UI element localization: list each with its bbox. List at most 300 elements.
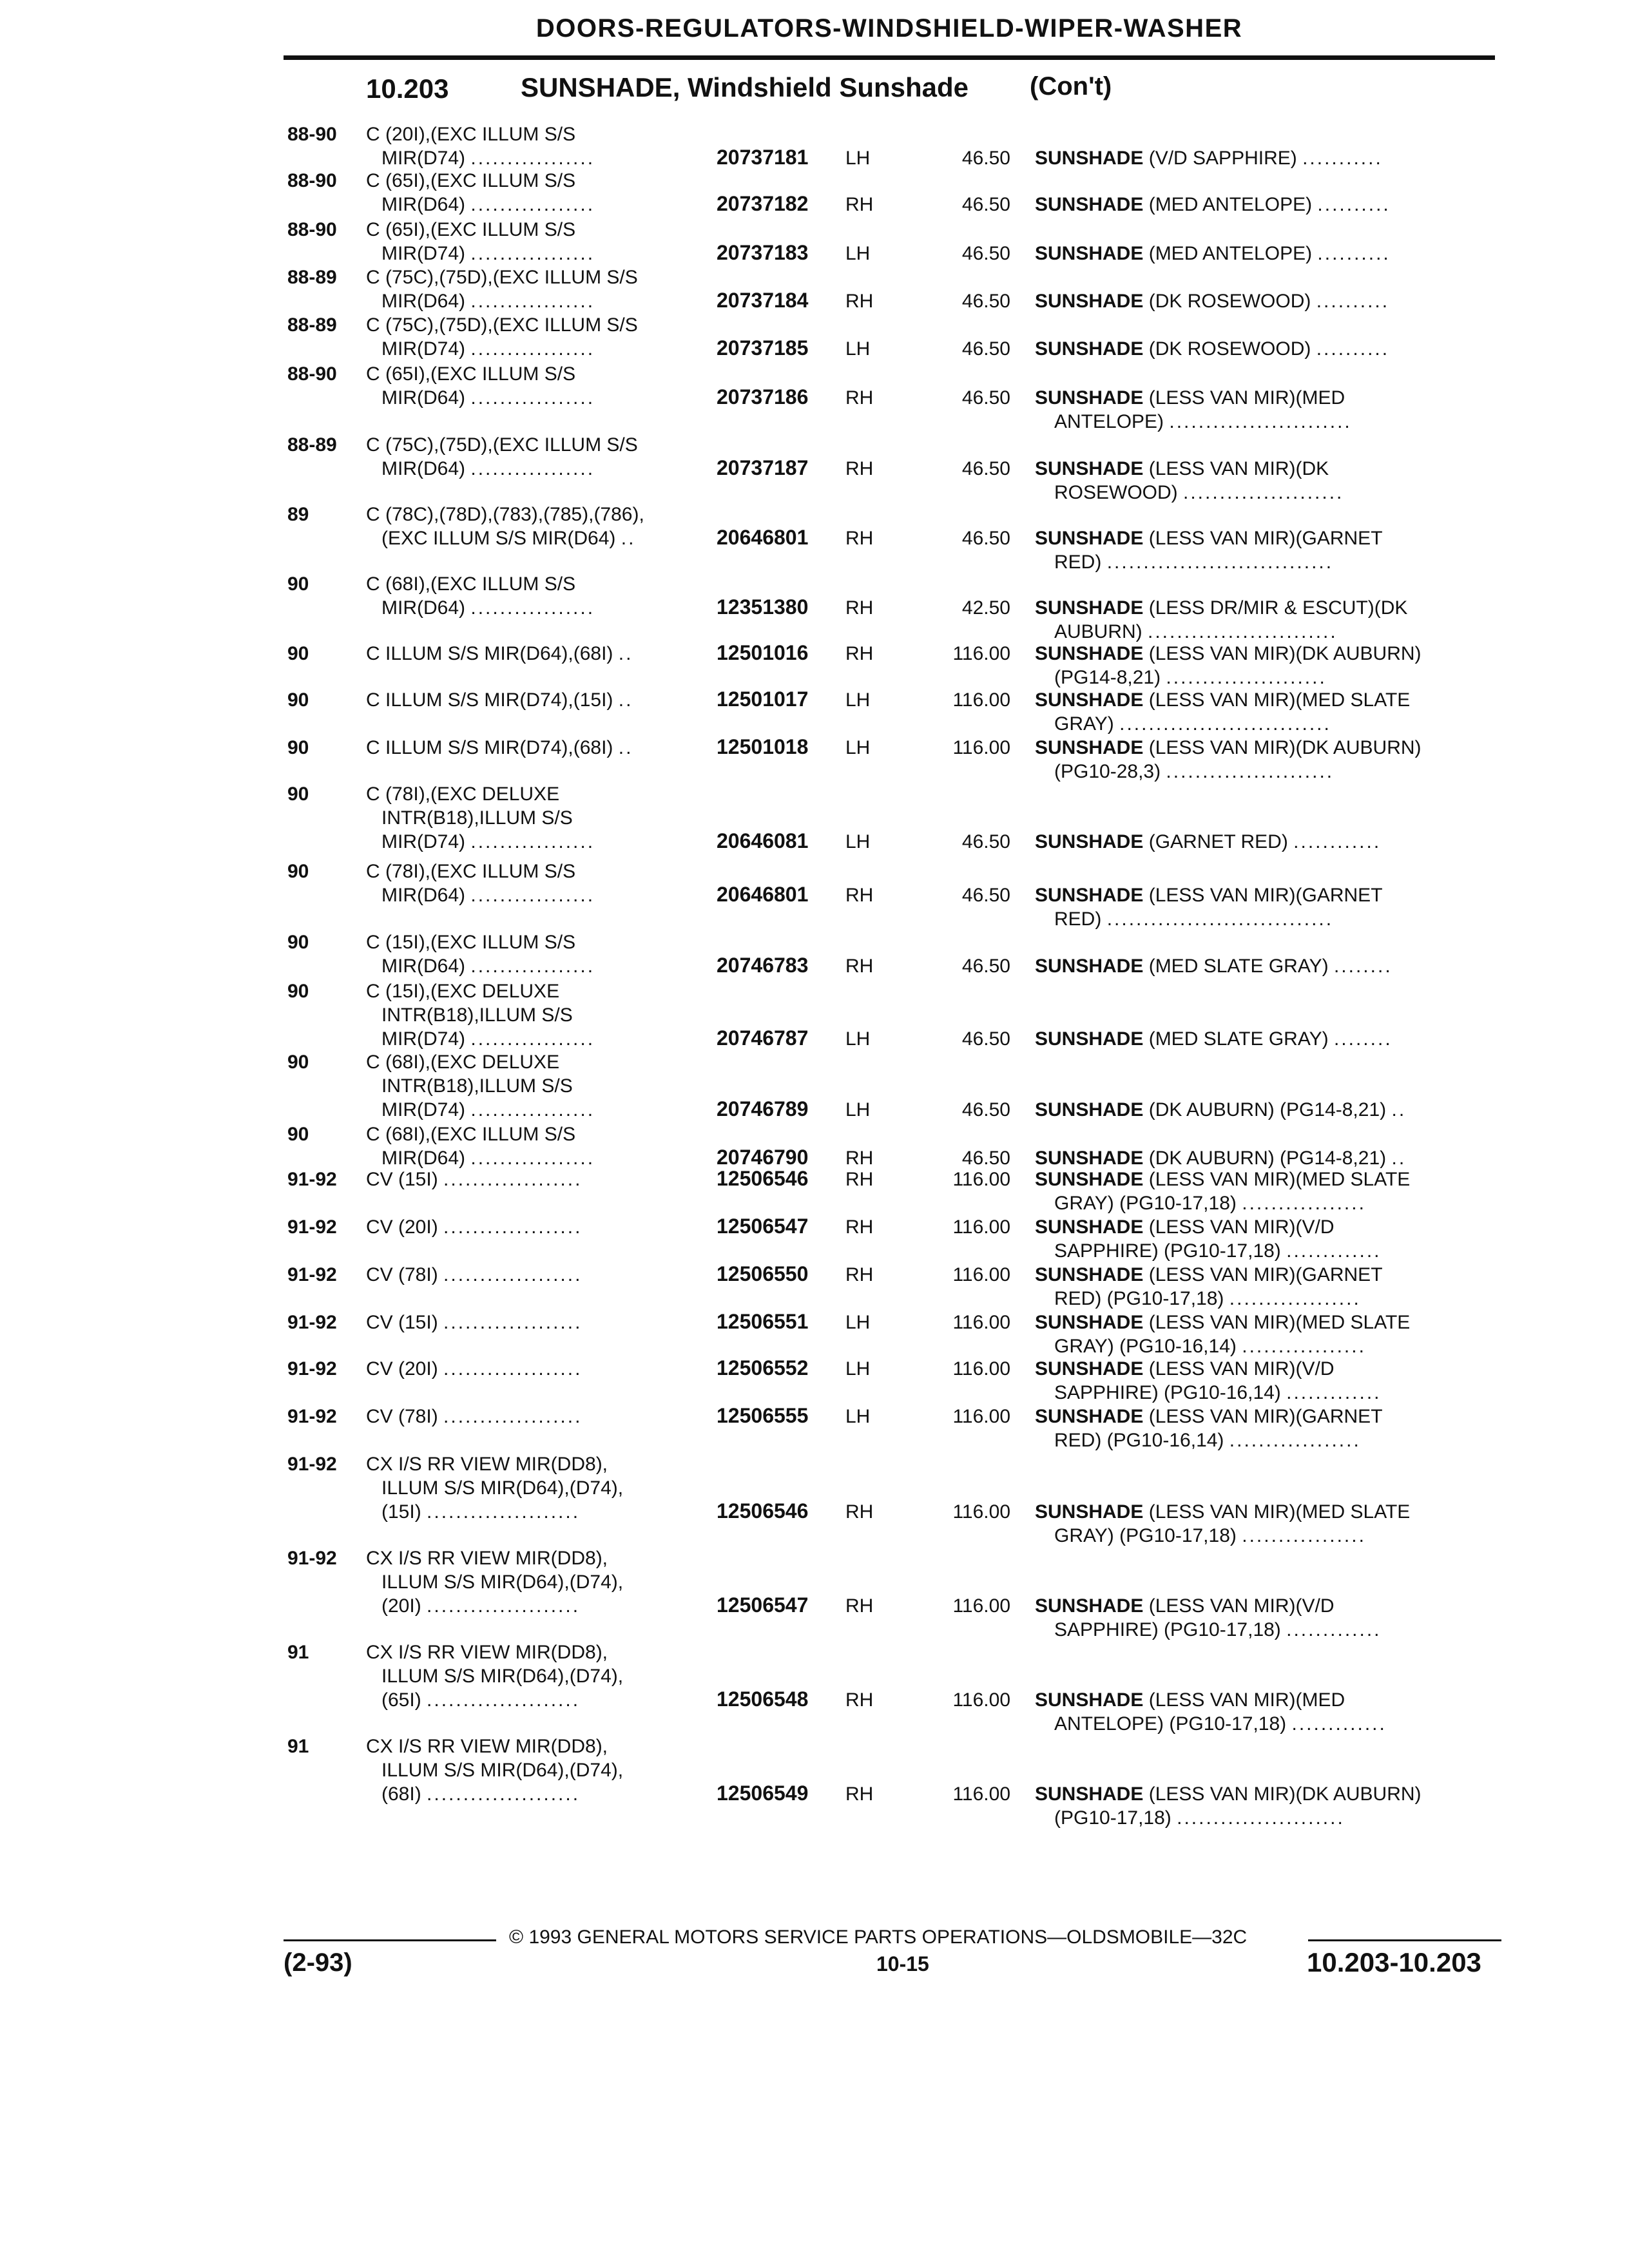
part-name-line [1035, 481, 1505, 505]
description-line [366, 979, 714, 1003]
footer-rule-left [284, 1939, 496, 1941]
part-name-text: (DK AUBURN) (PG14-8,21) [1148, 1148, 1387, 1169]
description-text: MIR(D64) [381, 387, 466, 408]
application-description [366, 1735, 714, 1806]
part-name-keyword: SUNSHADE [1035, 148, 1144, 169]
description-line [366, 122, 714, 146]
part-name-keyword: SUNSHADE [1035, 458, 1144, 479]
description-text: (68I) [381, 1783, 421, 1805]
model-year: 88-90 [287, 170, 337, 191]
part-name-text: (PG10-28,3) [1054, 761, 1161, 782]
part-name-keyword: SUNSHADE [1035, 1406, 1144, 1427]
list-price: 46.50 [961, 243, 1010, 264]
description-text: MIR(D74) [381, 148, 466, 169]
description-line [366, 169, 714, 193]
part-name-line [1035, 1618, 1505, 1642]
part-name [1035, 1168, 1505, 1215]
leader-dots: .. [1391, 1148, 1407, 1169]
part-name-line [1035, 1405, 1505, 1428]
description-line [366, 572, 714, 596]
part-number: 12506547 [717, 1215, 809, 1238]
description-line [366, 954, 714, 978]
part-name-text: GRAY) (PG10-17,18) [1054, 1193, 1237, 1214]
leader-dots: ................. [470, 1028, 595, 1050]
leader-dots: ............. [1286, 1619, 1382, 1640]
leader-dots: .......... [1316, 338, 1390, 360]
leader-dots: ................... [443, 1406, 583, 1427]
part-name-line [1035, 410, 1505, 434]
leader-dots: ................. [1242, 1193, 1366, 1214]
model-year: 91-92 [287, 1358, 337, 1379]
part-name-line [1035, 596, 1505, 620]
part-number: 20746790 [717, 1146, 809, 1169]
side-code: LH [845, 737, 871, 758]
part-name [1035, 146, 1505, 170]
description-text: C (78C),(78D),(783),(785),(786), [366, 504, 644, 525]
part-name-keyword: SUNSHADE [1035, 194, 1144, 215]
part-name-text: (LESS VAN MIR)(DK [1148, 458, 1329, 479]
list-price: 116.00 [952, 1358, 1010, 1379]
description-line [366, 1735, 714, 1758]
leader-dots: ..................... [427, 1689, 581, 1711]
part-name-line [1035, 688, 1505, 712]
list-price: 116.00 [952, 1406, 1010, 1427]
part-name-line [1035, 457, 1505, 481]
part-name-text: (LESS VAN MIR)(GARNET [1148, 885, 1383, 906]
part-number: 12506546 [717, 1167, 809, 1190]
side-code: RH [845, 1501, 874, 1523]
description-text: CX I/S RR VIEW MIR(DD8), [366, 1454, 608, 1475]
part-name-line [1035, 1027, 1505, 1051]
model-year: 90 [287, 573, 309, 595]
application-description [366, 930, 714, 978]
application-description [366, 433, 714, 481]
side-code: LH [845, 1358, 871, 1379]
list-price: 46.50 [961, 458, 1010, 479]
list-price: 46.50 [961, 1028, 1010, 1050]
description-line [366, 1452, 714, 1476]
part-name [1035, 830, 1505, 854]
side-code: RH [845, 956, 874, 977]
description-line [366, 1405, 714, 1428]
part-name-text: GRAY) (PG10-16,14) [1054, 1336, 1237, 1357]
part-name-line [1035, 1806, 1505, 1830]
description-line [366, 526, 714, 550]
part-name [1035, 596, 1505, 644]
page-header-title: DOORS-REGULATORS-WINDSHIELD-WIPER-WASHER [535, 14, 1243, 43]
footer-copyright: © 1993 GENERAL MOTORS SERVICE PARTS OPERATIONS—OLDSMOBILE—32C [509, 1927, 1248, 1948]
model-year: 88-90 [287, 219, 337, 240]
part-number: 12506548 [717, 1687, 809, 1711]
part-number: 20737184 [717, 289, 809, 312]
model-year: 91-92 [287, 1312, 337, 1333]
description-text: C (65I),(EXC ILLUM S/S [366, 363, 576, 385]
leader-dots: ................. [470, 338, 595, 360]
part-name [1035, 526, 1505, 574]
part-name-text: (LESS VAN MIR)(V/D [1148, 1358, 1335, 1379]
part-name [1035, 1098, 1505, 1122]
leader-dots: ....................... [1166, 761, 1335, 782]
leader-dots: ...................... [1183, 482, 1344, 503]
part-name-line [1035, 830, 1505, 854]
header-rule [284, 55, 1495, 60]
description-text: MIR(D74) [381, 243, 466, 264]
part-name-keyword: SUNSHADE [1035, 387, 1144, 408]
application-description [366, 1122, 714, 1170]
description-line [366, 362, 714, 386]
side-code: RH [845, 1689, 874, 1711]
leader-dots: ................... [443, 1358, 583, 1379]
part-name [1035, 289, 1505, 313]
application-description [366, 1452, 714, 1524]
description-text: MIR(D64) [381, 956, 466, 977]
description-text: MIR(D64) [381, 458, 466, 479]
side-code: RH [845, 458, 874, 479]
leader-dots: .. [1391, 1099, 1407, 1120]
leader-dots: .......... [1316, 291, 1390, 312]
part-name-text: (LESS VAN MIR)(MED SLATE [1148, 1501, 1411, 1523]
part-name [1035, 1500, 1505, 1548]
part-name-line [1035, 550, 1505, 574]
model-year: 90 [287, 861, 309, 882]
side-code: LH [845, 1312, 871, 1333]
part-name-keyword: SUNSHADE [1035, 737, 1144, 758]
description-line [366, 337, 714, 361]
leader-dots: ................. [1242, 1525, 1366, 1546]
part-name-line [1035, 907, 1505, 931]
part-name-line [1035, 1215, 1505, 1239]
description-text: CV (20I) [366, 1358, 438, 1379]
part-name-text: AUBURN) [1054, 621, 1142, 642]
part-name-text: RED) [1054, 908, 1102, 930]
part-name-text: SAPPHIRE) (PG10-17,18) [1054, 1619, 1281, 1640]
list-price: 46.50 [961, 1099, 1010, 1120]
part-name [1035, 1782, 1505, 1830]
part-name-line [1035, 526, 1505, 550]
description-text: INTR(B18),ILLUM S/S [381, 1075, 573, 1097]
leader-dots: ........... [1302, 148, 1383, 169]
description-line [366, 806, 714, 830]
description-text: MIR(D64) [381, 885, 466, 906]
leader-dots: ............. [1291, 1713, 1387, 1735]
part-name-line [1035, 1594, 1505, 1618]
description-text: CV (78I) [366, 1264, 438, 1285]
part-name-text: (LESS VAN MIR)(V/D [1148, 1595, 1335, 1617]
part-name [1035, 1594, 1505, 1642]
list-price: 46.50 [961, 194, 1010, 215]
side-code: RH [845, 643, 874, 664]
part-number: 20737187 [717, 456, 809, 479]
description-line [366, 1168, 714, 1191]
part-name [1035, 457, 1505, 505]
model-year: 90 [287, 737, 309, 758]
description-line [366, 289, 714, 313]
part-name-line [1035, 289, 1505, 313]
description-text: INTR(B18),ILLUM S/S [381, 1004, 573, 1026]
part-name-line [1035, 242, 1505, 265]
leader-dots: ....................... [1177, 1807, 1345, 1829]
list-price: 116.00 [952, 1783, 1010, 1805]
model-year: 90 [287, 643, 309, 664]
part-name-line [1035, 954, 1505, 978]
description-text: CV (15I) [366, 1312, 438, 1333]
part-name-keyword: SUNSHADE [1035, 528, 1144, 549]
side-code: LH [845, 689, 871, 711]
part-name-text: (LESS VAN MIR)(GARNET [1148, 1264, 1383, 1285]
part-name-line [1035, 337, 1505, 361]
description-text: C (78I),(EXC ILLUM S/S [366, 861, 576, 882]
part-name-line [1035, 1191, 1505, 1215]
leader-dots: ................... [443, 1216, 583, 1238]
leader-dots: ................... [443, 1169, 583, 1190]
description-text: MIR(D64) [381, 194, 466, 215]
side-code: RH [845, 291, 874, 312]
description-line [366, 1782, 714, 1806]
description-line [366, 1074, 714, 1098]
application-description [366, 1215, 714, 1239]
part-name-line [1035, 1168, 1505, 1191]
leader-dots: .......... [1317, 194, 1391, 215]
list-price: 116.00 [952, 1264, 1010, 1285]
part-name-keyword: SUNSHADE [1035, 1216, 1144, 1238]
description-line [366, 1758, 714, 1782]
leader-dots: ..................... [427, 1501, 581, 1523]
application-description [366, 860, 714, 907]
description-line [366, 1215, 714, 1239]
part-name [1035, 954, 1505, 978]
list-price: 116.00 [952, 1689, 1010, 1711]
part-name-line [1035, 1782, 1505, 1806]
model-year: 90 [287, 783, 309, 805]
part-name-text: (LESS VAN MIR)(GARNET [1148, 528, 1383, 549]
application-description [366, 1263, 714, 1287]
list-price: 46.50 [961, 1148, 1010, 1169]
description-text: MIR(D64) [381, 1148, 466, 1169]
description-line [366, 457, 714, 481]
description-text: (20I) [381, 1595, 421, 1617]
description-line [366, 1003, 714, 1027]
part-name-keyword: SUNSHADE [1035, 243, 1144, 264]
description-line [366, 1688, 714, 1712]
part-name-keyword: SUNSHADE [1035, 338, 1144, 360]
application-description [366, 572, 714, 620]
side-code: LH [845, 1028, 871, 1050]
model-year: 88-90 [287, 363, 337, 385]
part-name-text: ANTELOPE) (PG10-17,18) [1054, 1713, 1287, 1735]
description-text: ILLUM S/S MIR(D64),(D74), [381, 1666, 624, 1687]
part-number: 12506552 [717, 1356, 809, 1379]
leader-dots: ................. [470, 243, 595, 264]
part-name-text: (MED ANTELOPE) [1148, 194, 1313, 215]
part-name-keyword: SUNSHADE [1035, 1264, 1144, 1285]
part-name-text: (V/D SAPPHIRE) [1148, 148, 1297, 169]
part-name-line [1035, 712, 1505, 736]
part-name-line [1035, 1712, 1505, 1736]
description-text: C (15I),(EXC ILLUM S/S [366, 932, 576, 953]
part-name-keyword: SUNSHADE [1035, 1783, 1144, 1805]
description-text: C ILLUM S/S MIR(D74),(15I) [366, 689, 613, 711]
description-text: C ILLUM S/S MIR(D64),(68I) [366, 643, 613, 664]
list-price: 116.00 [952, 689, 1010, 711]
part-name-keyword: SUNSHADE [1035, 1169, 1144, 1190]
leader-dots: ................. [470, 291, 595, 312]
application-description [366, 736, 714, 760]
application-description [366, 362, 714, 410]
application-description [366, 1405, 714, 1428]
part-number: 12501017 [717, 687, 809, 711]
list-price: 46.50 [961, 831, 1010, 852]
model-year: 90 [287, 1052, 309, 1073]
description-text: CV (15I) [366, 1169, 438, 1190]
part-name-line [1035, 1334, 1505, 1358]
application-description [366, 169, 714, 216]
part-name [1035, 337, 1505, 361]
part-name [1035, 736, 1505, 783]
part-name-line [1035, 642, 1505, 666]
list-price: 116.00 [952, 1169, 1010, 1190]
part-name [1035, 193, 1505, 216]
part-name-line [1035, 1263, 1505, 1287]
part-name-text: RED) [1054, 552, 1102, 573]
description-line [366, 736, 714, 760]
model-year: 91-92 [287, 1264, 337, 1285]
part-name-text: (LESS VAN MIR)(DK AUBURN) [1148, 643, 1422, 664]
leader-dots: .................. [1229, 1288, 1361, 1309]
part-number: 12506551 [717, 1310, 809, 1333]
description-line [366, 1664, 714, 1688]
description-text: ILLUM S/S MIR(D64),(D74), [381, 1760, 624, 1781]
part-name [1035, 688, 1505, 736]
continued-label: (Con't) [1030, 72, 1112, 101]
part-name-text: (PG10-17,18) [1054, 1807, 1171, 1829]
model-year: 91-92 [287, 1454, 337, 1475]
part-name [1035, 386, 1505, 434]
leader-dots: ............. [1286, 1382, 1382, 1403]
part-name-keyword: SUNSHADE [1035, 1595, 1144, 1617]
part-number: 12501016 [717, 641, 809, 664]
side-code: LH [845, 1406, 871, 1427]
section-number: 10.203 [366, 73, 449, 104]
model-year: 90 [287, 1124, 309, 1145]
part-name-text: (LESS VAN MIR)(MED [1148, 1689, 1345, 1711]
description-text: CV (20I) [366, 1216, 438, 1238]
model-year: 91 [287, 1736, 309, 1757]
description-line [366, 1263, 714, 1287]
model-year: 91 [287, 1642, 309, 1663]
application-description [366, 313, 714, 361]
part-name-text: (MED SLATE GRAY) [1148, 956, 1329, 977]
description-line [366, 1311, 714, 1334]
leader-dots: ........ [1333, 956, 1393, 977]
part-name [1035, 642, 1505, 689]
leader-dots: ............................... [1106, 552, 1334, 573]
description-line [366, 1546, 714, 1570]
part-name-line [1035, 666, 1505, 689]
side-code: RH [845, 885, 874, 906]
side-code: LH [845, 243, 871, 264]
list-price: 116.00 [952, 1216, 1010, 1238]
side-code: RH [845, 528, 874, 549]
part-name-text: ROSEWOOD) [1054, 482, 1178, 503]
model-year: 90 [287, 981, 309, 1002]
description-text: C (20I),(EXC ILLUM S/S [366, 124, 576, 145]
model-year: 91-92 [287, 1548, 337, 1569]
part-name-text: GRAY) (PG10-17,18) [1054, 1525, 1237, 1546]
part-name-text: (LESS VAN MIR)(GARNET [1148, 1406, 1383, 1427]
part-number: 12506547 [717, 1593, 809, 1617]
part-name-line [1035, 736, 1505, 760]
part-name-line [1035, 1688, 1505, 1712]
leader-dots: ..................... [427, 1783, 581, 1805]
side-code: LH [845, 1099, 871, 1120]
part-name-text: (LESS VAN MIR)(MED SLATE [1148, 689, 1411, 711]
leader-dots: ..................... [427, 1595, 581, 1617]
model-year: 88-90 [287, 124, 337, 145]
application-description [366, 782, 714, 854]
leader-dots: ............. [1286, 1240, 1382, 1262]
part-name-line [1035, 883, 1505, 907]
part-name-line [1035, 1428, 1505, 1452]
part-name [1035, 1311, 1505, 1358]
part-number: 20646801 [717, 883, 809, 906]
leader-dots: ................. [470, 1148, 595, 1169]
leader-dots: ................. [470, 458, 595, 479]
list-price: 42.50 [961, 597, 1010, 619]
part-name-text: RED) (PG10-16,14) [1054, 1430, 1224, 1451]
leader-dots: .. [618, 737, 633, 758]
description-line [366, 242, 714, 265]
part-number: 12501018 [717, 735, 809, 758]
part-name-text: GRAY) [1054, 713, 1114, 735]
part-name-keyword: SUNSHADE [1035, 831, 1144, 852]
leader-dots: ........ [1333, 1028, 1393, 1050]
part-number: 20737181 [717, 146, 809, 169]
part-name-line [1035, 620, 1505, 644]
side-code: RH [845, 1783, 874, 1805]
part-name-line [1035, 1146, 1505, 1170]
part-name-keyword: SUNSHADE [1035, 291, 1144, 312]
part-name-text: (LESS VAN MIR)(DK AUBURN) [1148, 737, 1422, 758]
description-text: C (75C),(75D),(EXC ILLUM S/S [366, 434, 638, 456]
leader-dots: .................. [1229, 1430, 1361, 1451]
description-line [366, 1027, 714, 1051]
description-line [366, 218, 714, 242]
application-description [366, 1640, 714, 1712]
list-price: 116.00 [952, 1595, 1010, 1617]
application-description [366, 503, 714, 550]
application-description [366, 1168, 714, 1191]
leader-dots: ................. [470, 885, 595, 906]
list-price: 116.00 [952, 737, 1010, 758]
description-text: CX I/S RR VIEW MIR(DD8), [366, 1642, 608, 1663]
leader-dots: ................. [470, 956, 595, 977]
leader-dots: ................. [470, 831, 595, 852]
part-name-keyword: SUNSHADE [1035, 597, 1144, 619]
description-text: MIR(D74) [381, 338, 466, 360]
part-name-keyword: SUNSHADE [1035, 689, 1144, 711]
list-price: 46.50 [961, 956, 1010, 977]
part-name-text: (LESS VAN MIR)(MED [1148, 387, 1345, 408]
leader-dots: .......... [1317, 243, 1391, 264]
part-number: 20737182 [717, 192, 809, 215]
part-name [1035, 1688, 1505, 1736]
list-price: 116.00 [952, 1312, 1010, 1333]
application-description [366, 265, 714, 313]
model-year: 90 [287, 689, 309, 711]
part-name-line [1035, 1098, 1505, 1122]
description-line [366, 830, 714, 854]
description-text: MIR(D64) [381, 597, 466, 619]
